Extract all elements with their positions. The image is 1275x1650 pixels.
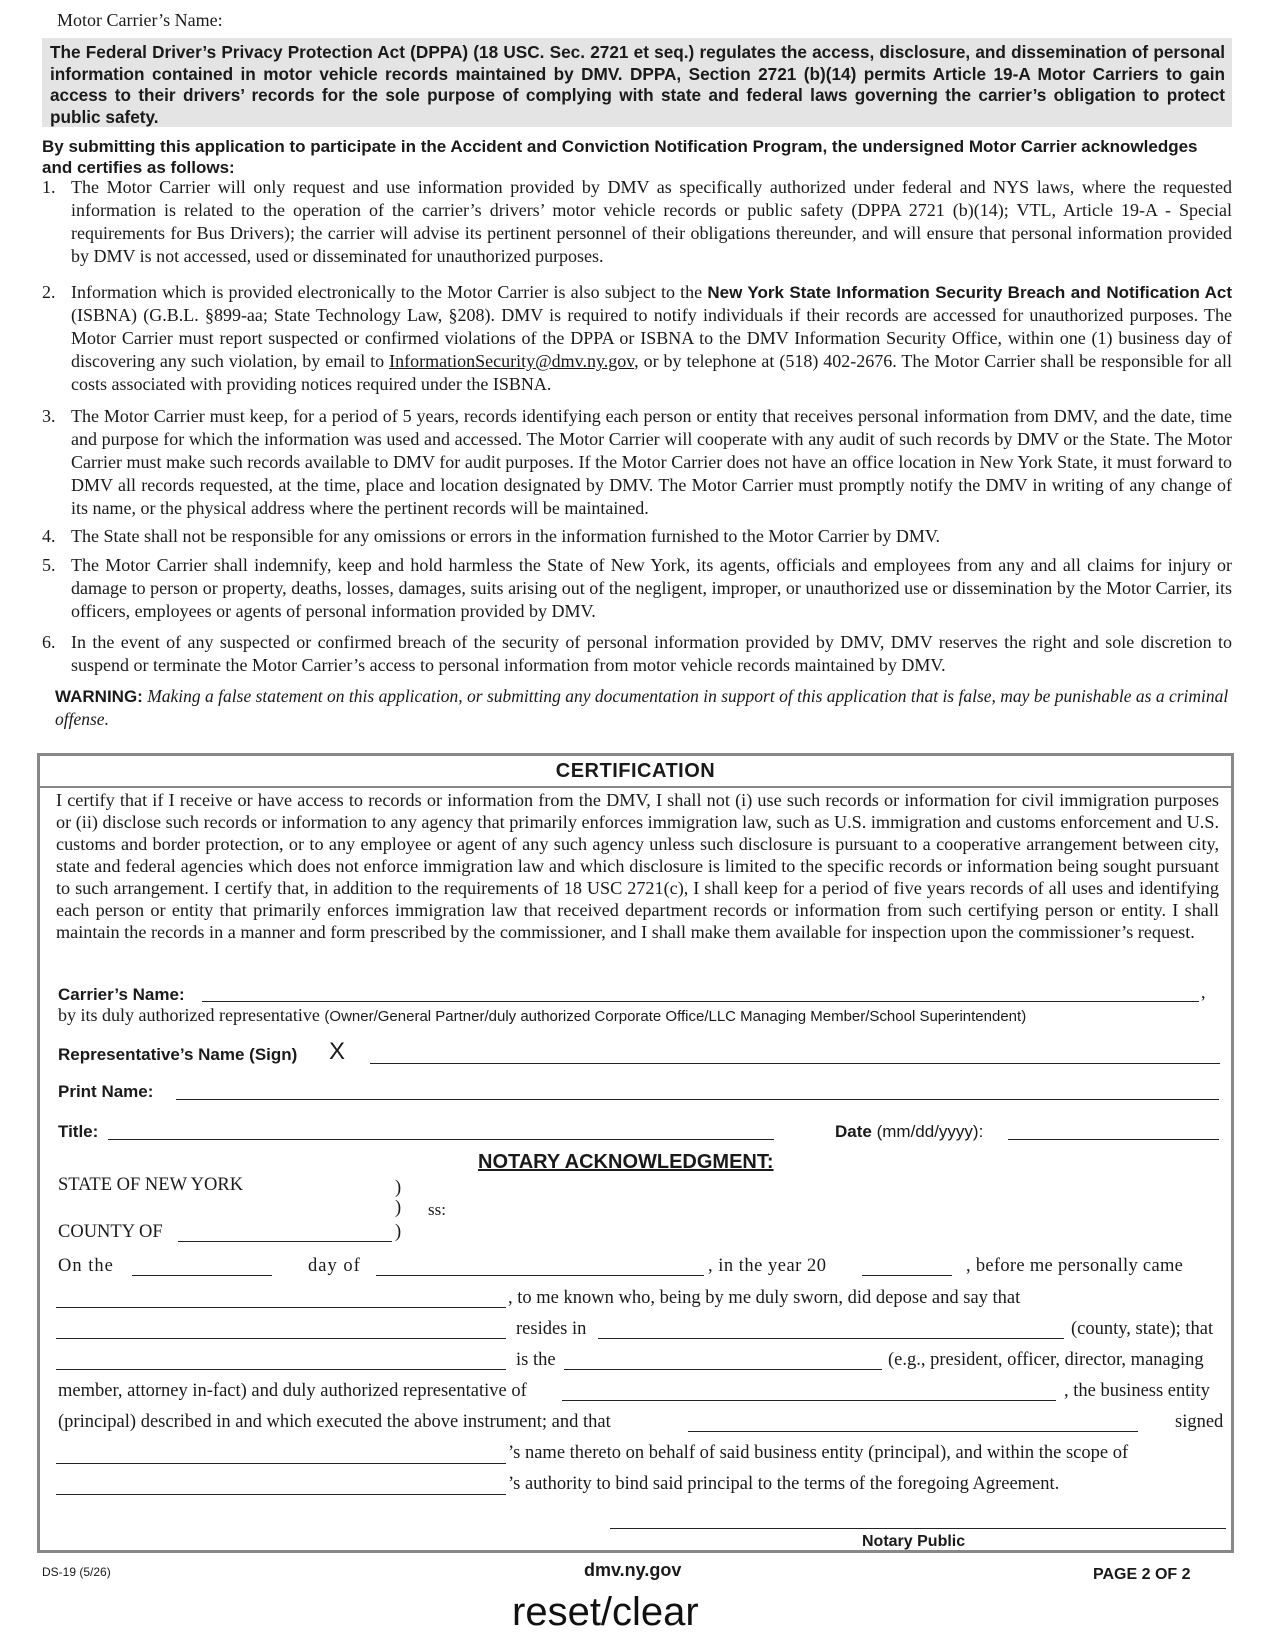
county-of-label: COUNTY OF bbox=[58, 1222, 163, 1242]
duly-authorized-text: by its duly authorized representative (Owner/General Partner/duly authorized Corporate Office/LLC Managing Member/School Superintendent) bbox=[58, 1005, 1027, 1025]
notary-signature-field[interactable] bbox=[610, 1510, 1226, 1529]
name-thereto-text: ’s name thereto on behalf of said business entity (principal), and within the scope of bbox=[508, 1443, 1129, 1463]
to-me-known-text: , to me known who, being by me duly sworn, did depose and say that bbox=[508, 1288, 1021, 1308]
person-name-field-2[interactable] bbox=[56, 1320, 506, 1339]
month-field[interactable] bbox=[376, 1257, 704, 1276]
item-text: The Motor Carrier shall indemnify, keep and hold harmless the State of New York, its agents, officials and employees from any and all claims for injury or damage to person or property, deaths, losses, damages, suits arising out of the negligent, improper, or unauthorized use or dissemination by the Motor Carrier, its officers, employees or agents of personal information provided by DMV. bbox=[71, 555, 1232, 621]
security-email-link[interactable]: InformationSecurity@dmv.ny.gov bbox=[389, 351, 635, 371]
item-number: 1. bbox=[42, 177, 56, 197]
notary-public-label: Notary Public bbox=[862, 1533, 966, 1550]
warning-text: Making a false statement on this application, or submitting any documentation in support of this application that is false, may be punishable as a criminal offense. bbox=[55, 686, 1229, 729]
authority-text: ’s authority to bind said principal to the terms of the foregoing Agreement. bbox=[508, 1474, 1060, 1494]
residence-field[interactable] bbox=[598, 1320, 1064, 1339]
position-field[interactable] bbox=[564, 1351, 882, 1370]
bracket: ) bbox=[395, 1222, 402, 1242]
signed-label: signed bbox=[1175, 1412, 1224, 1432]
reset-clear-button[interactable]: reset/clear bbox=[512, 1590, 699, 1634]
is-the-label: is the bbox=[516, 1350, 556, 1370]
person-name-field[interactable] bbox=[56, 1289, 506, 1308]
title-label: Title: bbox=[58, 1122, 99, 1141]
notary-title: NOTARY ACKNOWLEDGMENT: bbox=[478, 1151, 774, 1173]
acknowledgement-intro: By submitting this application to participate in the Accident and Conviction Notification Program, the undersigned Motor Carrier acknowledges and certifies as follows: bbox=[42, 137, 1198, 177]
item-text: Information which is provided electronically to the Motor Carrier is also subject to the New York State Information Security Breach and Notification Act (ISBNA) (G.B.L. §899-aa; State Technology Law, §208). DMV is required to notify individuals if their records are accessed for unauthorized purposes. The Motor Carrier must report suspected or confirmed violations of the DPPA or ISBNA to the DMV Information Security Office, within one (1) business day of discovering any such violation, by email to InformationSecurity@dmv.ny.gov, or by telephone at (518) 402-2676. The Motor Carrier shall be responsible for all costs associated with providing notices required under the ISBNA. bbox=[71, 282, 1233, 394]
list-item bbox=[42, 631, 1232, 677]
business-entity-label: , the business entity bbox=[1064, 1381, 1210, 1401]
item-text: The Motor Carrier will only request and use information provided by DMV as specifically authorized under federal and NYS laws, where the requested information is related to the operation of the carrier’s drivers’ motor vehicle records or public safety (DPPA 2721 (b)(14); VTL, Article 19-A - Special requirements for Bus Drivers); the carrier will advise its pertinent personnel of their obligations thereunder, and will ensure that personal information provided by DMV is not accessed, used or disseminated for unauthorized purposes. bbox=[71, 177, 1232, 266]
item-number: 4. bbox=[42, 526, 56, 546]
item-number: 6. bbox=[42, 632, 56, 652]
item-text: The Motor Carrier must keep, for a period of 5 years, records identifying each person or entity that receives personal information from DMV, and the date, time and purpose for which the information was used and accessed. The Motor Carrier will cooperate with any audit of such records by DMV or the State. The Motor Carrier must make such records available to DMV for audit purposes. If the Motor Carrier does not have an office location in New York State, it must forward to DMV all records requested, at the time, place and location designated by DMV. The Motor Carrier must promptly notify the DMV in writing of any change of its name, or the physical address where the pertinent records will be maintained. bbox=[71, 406, 1232, 518]
certification-title: CERTIFICATION bbox=[555, 760, 716, 782]
page-number: PAGE 2 OF 2 bbox=[1093, 1566, 1191, 1583]
on-the-label: On the bbox=[58, 1256, 114, 1276]
title-field[interactable] bbox=[108, 1121, 774, 1140]
resides-in-label: resides in bbox=[516, 1319, 587, 1339]
date-label-group: Date (mm/dd/yyyy): bbox=[835, 1122, 984, 1141]
warning-statement bbox=[55, 685, 1230, 731]
position-examples: (e.g., president, officer, director, managing bbox=[888, 1350, 1204, 1370]
carrier-name-label: Carrier’s Name: bbox=[58, 985, 185, 1004]
principal-line-text: (principal) described in and which executed the above instrument; and that bbox=[58, 1412, 611, 1432]
carrier-comma: , bbox=[1201, 982, 1206, 1002]
day-of-label: day of bbox=[308, 1256, 361, 1276]
bracket: ) bbox=[395, 1198, 402, 1218]
isbna-act-name: New York State Information Security Breach and Notification Act bbox=[707, 283, 1233, 302]
ss-label: ss: bbox=[428, 1200, 446, 1219]
list-item bbox=[42, 554, 1232, 623]
item-number: 2. bbox=[42, 282, 56, 302]
representative-name-label: Representative’s Name (Sign) bbox=[58, 1045, 298, 1064]
member-line-text: member, attorney in-fact) and duly authorized representative of bbox=[58, 1381, 527, 1401]
list-item bbox=[42, 525, 1232, 548]
form-code: DS-19 (5/26) bbox=[42, 1565, 111, 1579]
certification-text: I certify that if I receive or have access to records or information from the DMV, I shall not (i) use such records or information for civil immigration purposes or (ii) disclose such records or information to any agency that primarily enforces immigration law, such as U.S. immigration and customs enforcement and U.S. customs and border protection, or to any employee or agent of any such agency unless such disclosure is pursuant to a cooperative arrangement between city, state and federal agencies which does not enforce immigration law and which disclosure is limited to the specific records or information being sought pursuant to such arrangement. I certify that, in addition to the requirements of 18 USC 2721(c), I shall keep for a period of five years records of all uses and identifying each person or entity that primarily enforces immigration law that received department records or information from such certifying person or entity. I shall maintain the records in a manner and form prescribed by the commissioner, and I shall make them available for inspection upon the commissioner’s request. bbox=[56, 790, 1219, 942]
principal-name-field-2[interactable] bbox=[56, 1476, 506, 1495]
business-entity-field[interactable] bbox=[562, 1382, 1056, 1401]
sign-x-mark: X bbox=[329, 1038, 346, 1065]
dppa-notice-text: The Federal Driver’s Privacy Protection Act (DPPA) (18 USC. Sec. 2721 et seq.) regulates the access, disclosure, and dissemination of personal information contained in motor vehicle records maintained by DMV. DPPA, Section 2721 (b)(14) permits Article 19-A Motor Carriers to gain access to their drivers’ records for the sole purpose of complying with state and federal laws governing the carrier’s obligation to protect public safety. bbox=[50, 42, 1225, 127]
motor-carrier-label: Motor Carrier’s Name: bbox=[57, 10, 223, 30]
representative-signature-field[interactable] bbox=[370, 1045, 1220, 1064]
person-name-field-3[interactable] bbox=[56, 1351, 506, 1370]
item-number: 5. bbox=[42, 555, 56, 575]
year-field[interactable] bbox=[862, 1257, 952, 1276]
in-the-year-label: , in the year 20 bbox=[708, 1256, 827, 1276]
county-state-label: (county, state); that bbox=[1071, 1319, 1214, 1339]
carrier-name-field[interactable] bbox=[202, 983, 1199, 1002]
principal-name-field[interactable] bbox=[56, 1445, 506, 1464]
list-item bbox=[42, 281, 1232, 396]
date-field[interactable] bbox=[1008, 1121, 1219, 1140]
county-field[interactable] bbox=[178, 1223, 392, 1242]
print-name-label: Print Name: bbox=[58, 1082, 154, 1101]
list-item bbox=[42, 176, 1232, 268]
state-of-new-york: STATE OF NEW YORK bbox=[58, 1175, 244, 1195]
item-text: In the event of any suspected or confirmed breach of the security of personal information provided by DMV, DMV reserves the right and sole discretion to suspend or terminate the Motor Carrier’s access to personal information from motor vehicle records maintained by DMV. bbox=[71, 632, 1232, 675]
item-text: The State shall not be responsible for any omissions or errors in the information furnished to the Motor Carrier by DMV. bbox=[71, 526, 941, 546]
certification-divider bbox=[40, 786, 1231, 788]
item-number: 3. bbox=[42, 406, 56, 426]
bracket: ) bbox=[395, 1178, 402, 1198]
day-field[interactable] bbox=[132, 1257, 272, 1276]
warning-label: WARNING: bbox=[55, 687, 143, 706]
print-name-field[interactable] bbox=[176, 1081, 1219, 1100]
website-label: dmv.ny.gov bbox=[584, 1560, 682, 1580]
before-me-label: , before me personally came bbox=[966, 1256, 1184, 1276]
signer-field[interactable] bbox=[688, 1413, 1138, 1432]
list-item bbox=[42, 405, 1232, 520]
